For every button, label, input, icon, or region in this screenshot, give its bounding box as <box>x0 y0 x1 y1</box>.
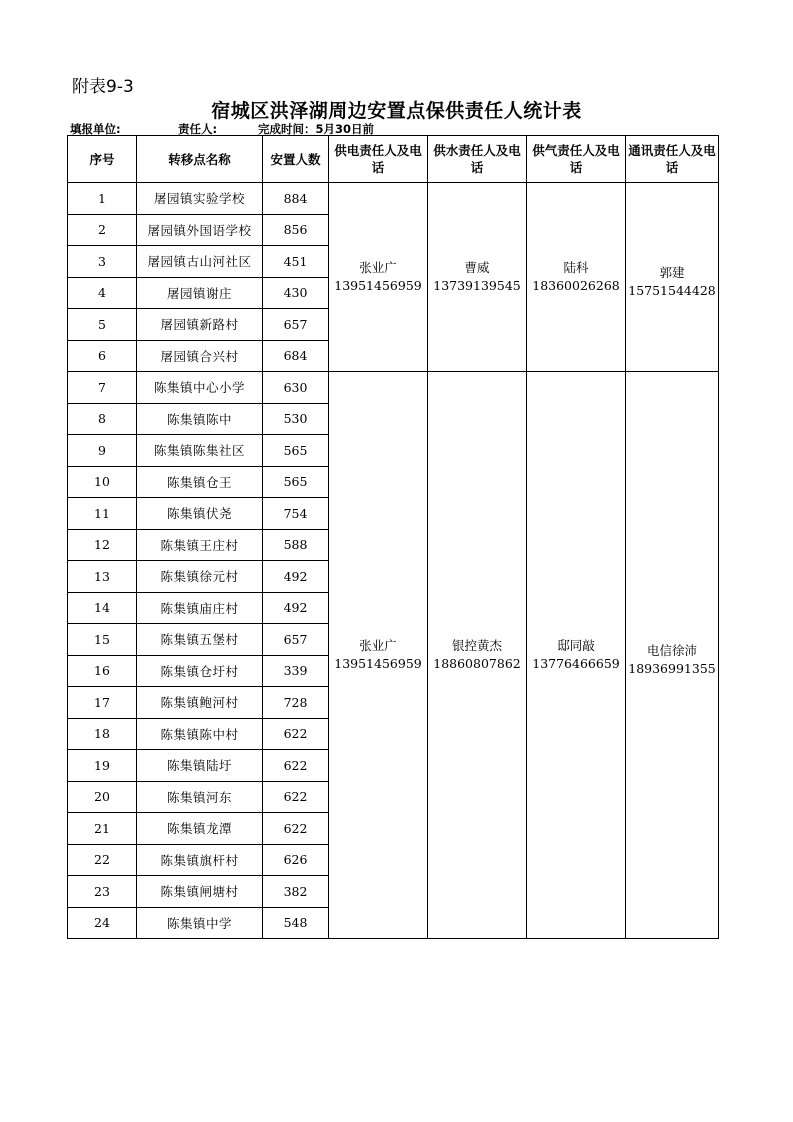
row-resettled-count: 884 <box>263 183 329 215</box>
row-site-name: 陈集镇闸塘村 <box>137 876 263 908</box>
page-title: 宿城区洪泽湖周边安置点保供责任人统计表 <box>211 100 582 122</box>
gas-contact-phone: 13776466659 <box>532 656 620 671</box>
water-contact-name: 银控黄杰 <box>451 638 502 653</box>
water-contact-phone: 13739139545 <box>433 278 521 293</box>
row-resettled-count: 548 <box>263 907 329 939</box>
row-site-name: 屠园镇谢庄 <box>137 277 263 309</box>
row-serial-number: 4 <box>68 277 137 309</box>
power-contact-cell <box>329 372 428 939</box>
header-water-contact: 供水责任人及电话 <box>428 136 527 183</box>
header-site-name: 转移点名称 <box>137 136 263 183</box>
row-site-name: 陈集镇鲍河村 <box>137 687 263 719</box>
row-resettled-count: 530 <box>263 403 329 435</box>
row-site-name: 陈集镇中学 <box>137 907 263 939</box>
row-resettled-count: 492 <box>263 561 329 593</box>
water-contact-phone: 18860807862 <box>433 656 521 671</box>
row-serial-number: 23 <box>68 876 137 908</box>
row-site-name: 屠园镇实验学校 <box>137 183 263 215</box>
telecom-contact-phone: 18936991355 <box>628 661 716 676</box>
row-serial-number: 20 <box>68 781 137 813</box>
gas-contact-cell <box>527 372 626 939</box>
row-site-name: 陈集镇庙庄村 <box>137 592 263 624</box>
row-serial-number: 6 <box>68 340 137 372</box>
gas-contact-cell <box>527 183 626 372</box>
row-site-name: 屠园镇古山河社区 <box>137 246 263 278</box>
row-serial-number: 18 <box>68 718 137 750</box>
row-site-name: 陈集镇陈中 <box>137 403 263 435</box>
row-serial-number: 16 <box>68 655 137 687</box>
row-serial-number: 7 <box>68 372 137 404</box>
row-serial-number: 9 <box>68 435 137 467</box>
appendix-label: 附表9-3 <box>72 77 134 97</box>
row-resettled-count: 728 <box>263 687 329 719</box>
row-resettled-count: 492 <box>263 592 329 624</box>
row-resettled-count: 622 <box>263 781 329 813</box>
row-resettled-count: 630 <box>263 372 329 404</box>
row-resettled-count: 684 <box>263 340 329 372</box>
row-serial-number: 19 <box>68 750 137 782</box>
power-contact-name: 张业广 <box>359 638 397 653</box>
telecom-contact-name: 郭建 <box>659 265 685 280</box>
row-serial-number: 11 <box>68 498 137 530</box>
row-site-name: 陈集镇陈中村 <box>137 718 263 750</box>
row-resettled-count: 622 <box>263 718 329 750</box>
row-resettled-count: 626 <box>263 844 329 876</box>
row-serial-number: 21 <box>68 813 137 845</box>
header-serial-number: 序号 <box>68 136 137 183</box>
fill-unit-label: 填报单位: <box>70 122 121 136</box>
row-site-name: 陈集镇五堡村 <box>137 624 263 656</box>
row-resettled-count: 657 <box>263 309 329 341</box>
row-serial-number: 15 <box>68 624 137 656</box>
row-serial-number: 14 <box>68 592 137 624</box>
telecom-contact-cell <box>626 372 719 939</box>
header-telecom-contact: 通讯责任人及电话 <box>626 136 719 183</box>
power-contact-phone: 13951456959 <box>334 278 422 293</box>
header-gas-contact: 供气责任人及电话 <box>527 136 626 183</box>
row-resettled-count: 565 <box>263 466 329 498</box>
power-contact-cell <box>329 183 428 372</box>
row-resettled-count: 565 <box>263 435 329 467</box>
gas-contact-name: 邸同敲 <box>557 638 595 653</box>
row-site-name: 屠园镇新路村 <box>137 309 263 341</box>
row-site-name: 陈集镇陆圩 <box>137 750 263 782</box>
row-serial-number: 2 <box>68 214 137 246</box>
table-row <box>68 183 719 215</box>
gas-contact-name: 陆科 <box>563 260 589 275</box>
row-site-name: 陈集镇伏尧 <box>137 498 263 530</box>
row-site-name: 陈集镇仓圩村 <box>137 655 263 687</box>
row-site-name: 陈集镇旗杆村 <box>137 844 263 876</box>
telecom-contact-cell <box>626 183 719 372</box>
row-site-name: 屠园镇外国语学校 <box>137 214 263 246</box>
row-serial-number: 24 <box>68 907 137 939</box>
power-contact-name: 张业广 <box>359 260 397 275</box>
row-site-name: 陈集镇仓王 <box>137 466 263 498</box>
row-site-name: 屠园镇合兴村 <box>137 340 263 372</box>
responsibility-table <box>67 135 719 939</box>
row-resettled-count: 430 <box>263 277 329 309</box>
row-site-name: 陈集镇陈集社区 <box>137 435 263 467</box>
water-contact-cell <box>428 183 527 372</box>
row-resettled-count: 339 <box>263 655 329 687</box>
water-contact-name: 曹威 <box>464 260 490 275</box>
row-resettled-count: 856 <box>263 214 329 246</box>
row-resettled-count: 588 <box>263 529 329 561</box>
row-serial-number: 1 <box>68 183 137 215</box>
header-power-contact: 供电责任人及电话 <box>329 136 428 183</box>
row-serial-number: 22 <box>68 844 137 876</box>
row-resettled-count: 382 <box>263 876 329 908</box>
row-serial-number: 5 <box>68 309 137 341</box>
gas-contact-phone: 18360026268 <box>532 278 620 293</box>
row-site-name: 陈集镇徐元村 <box>137 561 263 593</box>
power-contact-phone: 13951456959 <box>334 656 422 671</box>
deadline-label: 完成时间：5月30日前 <box>258 122 375 136</box>
row-resettled-count: 622 <box>263 750 329 782</box>
table-header-row <box>68 136 719 183</box>
row-serial-number: 17 <box>68 687 137 719</box>
telecom-contact-phone: 15751544428 <box>628 283 716 298</box>
row-serial-number: 12 <box>68 529 137 561</box>
row-resettled-count: 657 <box>263 624 329 656</box>
row-serial-number: 10 <box>68 466 137 498</box>
row-site-name: 陈集镇王庄村 <box>137 529 263 561</box>
row-serial-number: 13 <box>68 561 137 593</box>
responsible-person-label: 责任人: <box>178 122 218 136</box>
row-serial-number: 3 <box>68 246 137 278</box>
header-resettled-count: 安置人数 <box>263 136 329 183</box>
table-row <box>68 372 719 404</box>
row-site-name: 陈集镇中心小学 <box>137 372 263 404</box>
water-contact-cell <box>428 372 527 939</box>
row-site-name: 陈集镇河东 <box>137 781 263 813</box>
row-resettled-count: 451 <box>263 246 329 278</box>
telecom-contact-name: 电信徐沛 <box>646 643 697 658</box>
row-site-name: 陈集镇龙潭 <box>137 813 263 845</box>
row-resettled-count: 754 <box>263 498 329 530</box>
row-serial-number: 8 <box>68 403 137 435</box>
row-resettled-count: 622 <box>263 813 329 845</box>
